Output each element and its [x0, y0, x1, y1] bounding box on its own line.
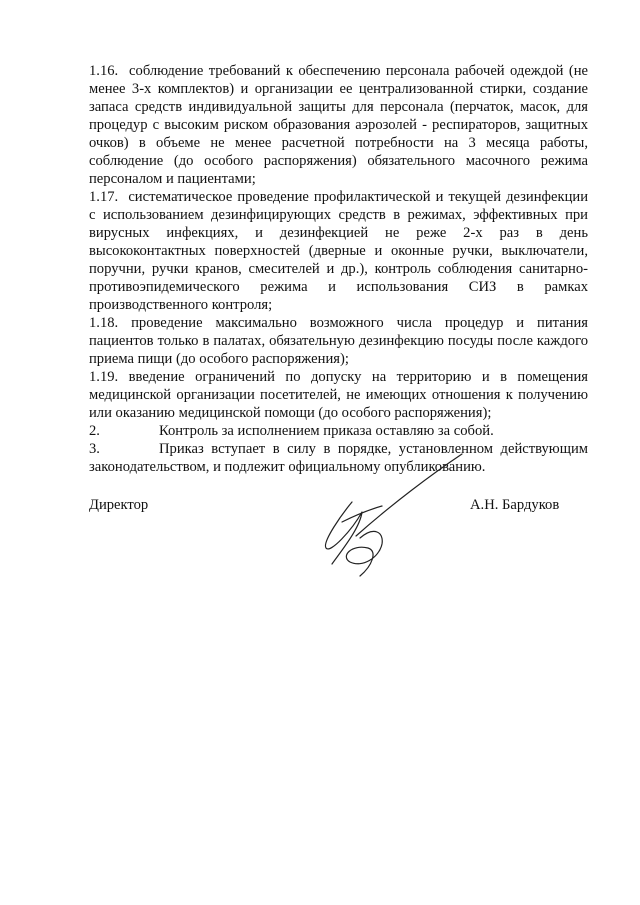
handwritten-signature	[312, 452, 472, 582]
paragraph-1-19	[89, 368, 588, 422]
paragraph-text: Контроль за исполнением приказа оставляю за собой.	[159, 423, 494, 439]
paragraph-number: 1.18.	[89, 315, 119, 331]
paragraph-1-18	[89, 314, 588, 368]
paragraph-1-17	[89, 188, 588, 314]
paragraph-1-16	[89, 62, 588, 188]
document-body	[89, 62, 588, 476]
paragraph-number: 3.	[89, 441, 100, 457]
paragraph-number: 1.17.	[89, 189, 119, 205]
signatory-title: Директор	[89, 497, 149, 513]
paragraph-number: 1.16.	[89, 63, 119, 79]
paragraph-text: проведение максимально возможного числа процедур и питания пациентов только в палатах, обязательную дезинфекцию посуды после каждого приема пищи (до особого распоряжения);	[89, 315, 589, 367]
paragraph-text: соблюдение требований к обеспечению персонала рабочей одеждой (не менее 3-х комплектов) и организации ее централизованной стирки, создание запаса средств индивидуальной защиты для персонала (перчаток, масок, для процедур с высоким риском образования аэрозолей - респираторов, защитных очков) в объеме не менее расчетной потребности на 3 месяца работы, соблюдение (до особого распоряжения) обязательного масочного режима персоналом и пациентами;	[89, 63, 589, 187]
paragraph-2	[89, 422, 588, 440]
paragraph-number: 1.19.	[89, 369, 119, 385]
paragraph-number: 2.	[89, 423, 100, 439]
paragraph-text: систематическое проведение профилактической и текущей дезинфекции с использованием дезинфицирующих средств в режимах, эффективных при вирусных инфекциях, и дезинфекцией не реже 2-х раз в день высококонтактных поверхностей (дверные и оконные ручки, выключатели, поручни, ручки кранов, смесителей и др.), контроль соблюдения санитарно-противоэпидемического режима и использования СИЗ в рамках производственного контроля;	[89, 189, 589, 313]
paragraph-text: введение ограничений по допуску на территорию и в помещения медицинской организации посетителей, не имеющих отношения к получению или оказанию медицинской помощи (до особого распоряжения);	[89, 369, 588, 421]
signatory-name: А.Н. Бардуков	[470, 497, 560, 513]
paragraph-text: Приказ вступает в силу в порядке, установленном действующим законодательством, и подлежит официальному опубликованию.	[89, 441, 588, 475]
